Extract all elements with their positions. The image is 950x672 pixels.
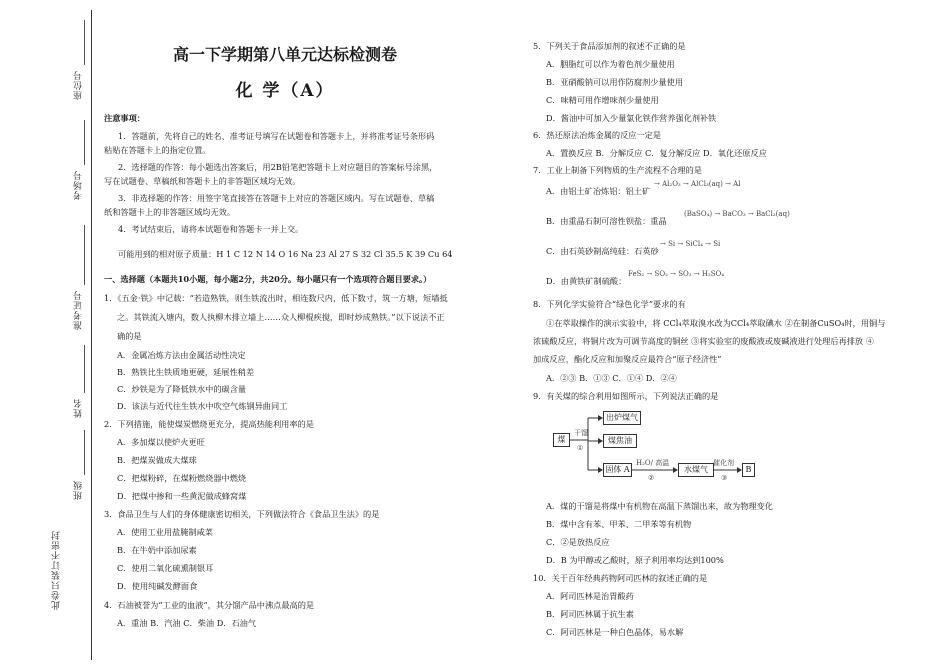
q9-option-b: B．煤中含有苯、甲苯、二甲苯等有机物 <box>546 519 692 529</box>
q9-step-1: ① <box>577 444 584 452</box>
q7-option-c: C．由石英砂制高纯硅：石英砂 <box>546 246 659 256</box>
q1-stem-2: 之。其铁流入塘内，数人执柳木排立墙上……众人柳棍疾搅，即时炒成熟铁。”以下说法不正 <box>117 312 445 322</box>
q10-option-b: B．阿司匹林属于抗生素 <box>546 609 634 619</box>
q1-stem-3: 确的是 <box>117 331 142 341</box>
q9-option-c: C．②是放热反应 <box>546 537 610 547</box>
q3-option-c: C．使用二氧化硫熏制银耳 <box>117 563 214 573</box>
q1-option-d: D．该法与近代往生铁水中吹空气炼钢异曲同工 <box>117 401 288 411</box>
q9-option-d: D．B 为甲醇或乙酸时，原子利用率均达到100% <box>546 555 724 565</box>
q3-option-a: A．使用工业用盐腌制咸菜 <box>117 527 213 537</box>
note-2b: 写在试题卷、草稿纸和答题卡上的非答题区域均无效。 <box>104 176 301 186</box>
q9-step-3: ③ <box>721 474 728 482</box>
q9-water-gas-box: 水煤气 <box>678 463 714 477</box>
q9-solid-box: 固体 A <box>603 463 632 477</box>
q7-option-b: B．由重晶石制可溶性钡盐：重晶 <box>546 216 667 226</box>
q4-stem: 4．石油被誉为“工业的血液”，其分馏产品中沸点最高的是 <box>104 600 315 610</box>
q1-option-b: B．熟铁比生铁质地更硬，延展性稍差 <box>117 367 255 377</box>
q8-stem: 8．下列化学实验符合“绿色化学”要求的有 <box>533 299 686 309</box>
q9-dry-label: 干馏 <box>574 429 588 437</box>
q5-option-a: A．胭脂红可以作为着色剂少量使用 <box>546 59 675 69</box>
atomic-masses: 可能用到的相对原子质量：H 1 C 12 N 14 O 16 Na 23 Al 27 S 32 Cl 35.5 K 39 Cu 64 <box>118 249 453 259</box>
q10-stem: 10．关于百年经典药物阿司匹林的叙述正确的是 <box>533 573 708 583</box>
q2-option-c: C．把煤粉碎，在煤粉燃烧器中燃烧 <box>117 473 247 483</box>
q8-line-3: 加成反应，酯化反应和加聚反应最符合“原子经济性” <box>533 354 722 364</box>
q9-tar-box: 煤焦油 <box>603 434 637 448</box>
q10-option-c: C．阿司匹林是一种白色晶体，易水解 <box>546 627 684 637</box>
q7-flow-d: FeS₂ → SO₂ → SO₃ → H₂SO₄ <box>628 270 725 278</box>
q7-option-d: D．由黄铁矿制硫酸： <box>546 276 627 286</box>
q9-oven-gas-box: 出炉煤气 <box>603 411 641 425</box>
q5-option-b: B．亚硝酸钠可以用作防腐剂少量使用 <box>546 77 684 87</box>
exam-title: 高一下学期第八单元达标检测卷 <box>172 45 397 64</box>
note-1b: 粘贴在答题卡上的指定位置。 <box>104 145 211 155</box>
q7-option-a: A．由铝土矿冶炼铝：铝土矿 <box>546 186 651 196</box>
notes-heading: 注意事项： <box>104 113 145 123</box>
q9-coal-box: 煤 <box>553 433 570 447</box>
q2-option-b: B．把煤炭做成大煤球 <box>117 455 197 465</box>
q9-steam-label: H₂O/ 高温 <box>636 459 670 467</box>
q6-options: A．置换反应 B．分解反应 C．复分解反应 D．氧化还原反应 <box>546 148 767 158</box>
q8-line-1: ①在萃取操作的演示实验中，将 CCl₄萃取溴水改为CCl₄萃取碘水 ②在制备CuSO₄时，用铜与 <box>546 318 886 328</box>
id-label: 准考证号 <box>74 290 84 330</box>
q9-option-a: A．煤的干馏是将煤中有机物在高温下蒸馏出来，故为物理变化 <box>546 501 773 511</box>
seal-note: 此卷只装订不密封 <box>52 530 62 610</box>
q2-option-d: D．把煤中掺和一些黄泥做成蜂窝煤 <box>117 491 247 501</box>
q7-flow-a: → Al₂O₃ → AlCl₃(aq) → Al <box>654 180 741 188</box>
q7-stem: 7．工业上制备下列物质的生产流程不合理的是 <box>533 165 702 175</box>
q9-stem: 9．有关煤的综合利用如图所示，下列说法正确的是 <box>533 391 719 401</box>
seat-label: 座位号 <box>74 70 84 100</box>
q6-stem: 6．热还原法冶炼金属的反应一定是 <box>533 130 662 140</box>
class-label: 班级 <box>74 480 84 500</box>
q5-stem: 5．下列关于食品添加剂的叙述不正确的是 <box>533 41 686 51</box>
q5-option-d: D．酱油中可加入少量氯化铁作营养强化剂补铁 <box>546 113 717 123</box>
q9-b-box: B <box>742 463 755 477</box>
q5-option-c: C．味精可用作增味剂少量使用 <box>546 95 659 105</box>
q3-option-b: B．在牛奶中添加尿素 <box>117 545 197 555</box>
q4-options: A．重油 B．汽油 C．柴油 D．石油气 <box>117 618 257 628</box>
section-1-heading: 一、选择题（本题共10小题，每小题2分，共20分。每小题只有一个选项符合题目要求。） <box>104 274 432 284</box>
room-label: 考场号 <box>74 170 84 200</box>
q9-step-2: ② <box>648 474 655 482</box>
note-4: 4．考试结束后，请将本试题卷和答题卡一并上交。 <box>118 224 304 234</box>
q10-option-a: A．阿司匹林是治胃酸药 <box>546 591 634 601</box>
q3-option-d: D．使用纯碱发酵面食 <box>117 581 198 591</box>
q1-stem-1: 1．《五金·铁》中记载：“若造熟铁，则生铁流出时，相连数尺内，低下数寸，筑一方塘，短墙抵 <box>104 293 448 303</box>
q3-stem: 3．食品卫生与人们的身体健康密切相关，下列做法符合《食品卫生法》的是 <box>104 509 380 519</box>
q8-line-2: 浓硫酸反应，将铜片改为可调节高度的铜丝 ③将实验室的废酸液或废碱液进行处理后再排放 ④ <box>533 336 874 346</box>
note-3a: 3．非选择题的作答：用签字笔直接答在答题卡上对应的答题区域内。写在试题卷、草稿 <box>118 193 435 203</box>
note-1a: 1．答题前，先将自己的姓名、准考证号填写在试题卷和答题卡上，并将准考证号条形码 <box>118 131 435 141</box>
q1-option-c: C．炒铁是为了降低铁水中的碳含量 <box>117 384 247 394</box>
q9-catalyst-label: 催化剂 <box>713 459 734 467</box>
name-label: 姓名 <box>74 398 84 418</box>
exam-subtitle: 化 学（A） <box>235 81 335 101</box>
note-3b: 纸和答题卡上的非答题区域均无效。 <box>104 207 236 217</box>
q7-flow-b: (BaSO₄) → BaCO₃ → BaCl₂(aq) <box>684 210 790 218</box>
note-2a: 2．选择题的作答：每小题选出答案后，用2B铅笔把答题卡上对应题目的答案标号涂黑， <box>118 162 438 172</box>
q2-stem: 2．下列措施，能使煤炭燃烧更充分，提高热能利用率的是 <box>104 419 314 429</box>
q7-flow-c: → Si → SiCl₄ → Si <box>660 240 721 248</box>
q2-option-a: A．多加煤以使炉火更旺 <box>117 437 205 447</box>
q1-option-a: A．金属冶炼方法由金属活动性决定 <box>117 350 246 360</box>
q8-options: A．②③ B．①③ C．①④ D．②④ <box>546 373 677 383</box>
